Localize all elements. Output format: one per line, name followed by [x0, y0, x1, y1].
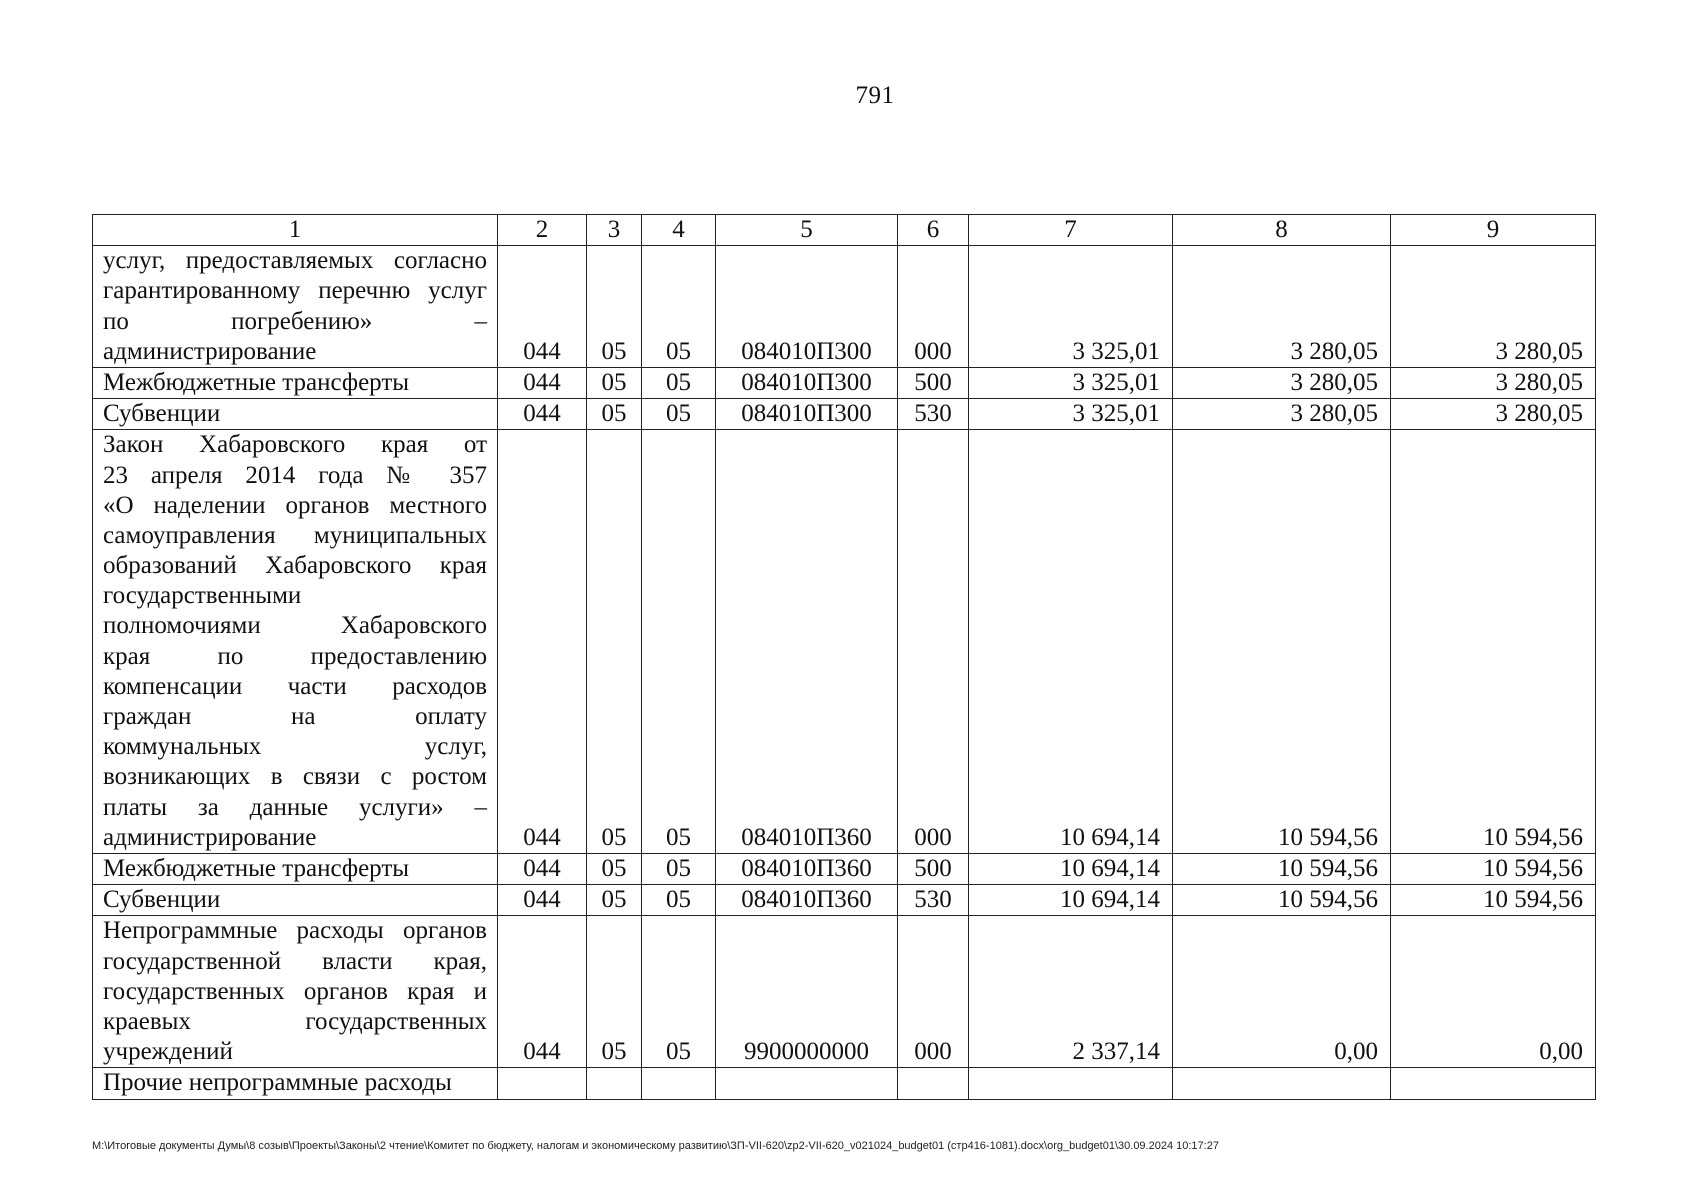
row-name-line: Субвенции [103, 400, 221, 428]
code-admin: 044 [498, 246, 587, 368]
table-row [93, 430, 1596, 854]
header-cell-9: 9 [1391, 215, 1596, 246]
code-target: 084010П360 [716, 430, 898, 854]
code-admin: 044 [498, 916, 587, 1068]
row-name-cell [93, 367, 498, 398]
amount-col9: 10 594,56 [1391, 430, 1596, 854]
amount-col9: 3 280,05 [1391, 399, 1596, 430]
row-name-line: государственными [103, 582, 302, 610]
code-expense-type: 530 [898, 399, 969, 430]
header-row [93, 215, 1596, 246]
row-name-line: «О наделении органов местного [103, 491, 487, 519]
code-subsection: 05 [642, 853, 716, 884]
amount-col7 [969, 1068, 1173, 1099]
code-section: 05 [587, 916, 642, 1068]
amount-col7: 2 337,14 [969, 916, 1173, 1068]
amount-col8: 3 280,05 [1173, 367, 1391, 398]
row-name-line: образований Хабаровского края [103, 552, 487, 580]
amount-col8: 10 594,56 [1173, 885, 1391, 916]
row-name-line: по погребению» – [103, 307, 487, 335]
code-target: 084010П300 [716, 246, 898, 368]
row-name-line: края по предоставлению [103, 642, 487, 670]
table-row [93, 1068, 1596, 1099]
row-name-line: самоуправления муниципальных [103, 521, 487, 549]
amount-col8: 3 280,05 [1173, 246, 1391, 368]
row-name-line: граждан на оплату [103, 703, 487, 731]
code-section: 05 [587, 246, 642, 368]
code-admin: 044 [498, 853, 587, 884]
table-row [93, 853, 1596, 884]
code-target: 084010П360 [716, 853, 898, 884]
budget-table-body [93, 215, 1596, 1100]
row-name-line: гарантированному перечню услуг [103, 277, 487, 305]
amount-col7: 10 694,14 [969, 885, 1173, 916]
code-expense-type [898, 1068, 969, 1099]
amount-col7: 3 325,01 [969, 399, 1173, 430]
row-name-line: 23 апреля 2014 года № 357 [103, 461, 487, 489]
row-name-line: возникающих в связи с ростом [103, 763, 487, 791]
code-subsection: 05 [642, 367, 716, 398]
code-expense-type: 530 [898, 885, 969, 916]
code-target: 084010П300 [716, 367, 898, 398]
row-name-line: платы за данные услуги» – [103, 793, 487, 821]
row-name-cell [93, 1068, 498, 1099]
row-name-cell [93, 916, 498, 1068]
code-section: 05 [587, 853, 642, 884]
code-expense-type: 000 [898, 246, 969, 368]
header-cell-4: 4 [642, 215, 716, 246]
code-admin: 044 [498, 430, 587, 854]
code-target: 084010П300 [716, 399, 898, 430]
code-admin: 044 [498, 367, 587, 398]
row-name-line: учреждений [103, 1038, 233, 1066]
budget-table [92, 214, 1596, 1100]
header-cell-1: 1 [93, 215, 498, 246]
header-cell-5: 5 [716, 215, 898, 246]
page-number: 791 [855, 82, 895, 109]
code-target [716, 1068, 898, 1099]
amount-col9: 10 594,56 [1391, 853, 1596, 884]
table-row [93, 246, 1596, 368]
row-name-cell [93, 246, 498, 368]
header-cell-2: 2 [498, 215, 587, 246]
row-name-line: компенсации части расходов [103, 672, 487, 700]
code-section: 05 [587, 367, 642, 398]
row-name-line: краевых государственных [103, 1007, 487, 1035]
amount-col7: 10 694,14 [969, 853, 1173, 884]
row-name-line: администрирование [103, 337, 317, 365]
code-section [587, 1068, 642, 1099]
row-name-line: Межбюджетные трансферты [103, 368, 410, 396]
amount-col7: 3 325,01 [969, 367, 1173, 398]
code-subsection [642, 1068, 716, 1099]
row-name-line: полномочиями Хабаровского [103, 612, 487, 640]
row-name-line: услуг, предоставляемых согласно [103, 247, 487, 275]
amount-col8: 10 594,56 [1173, 430, 1391, 854]
amount-col7: 10 694,14 [969, 430, 1173, 854]
amount-col9: 0,00 [1391, 916, 1596, 1068]
code-subsection: 05 [642, 916, 716, 1068]
table-row [93, 916, 1596, 1068]
row-name-line: администрирование [103, 823, 317, 851]
code-expense-type: 000 [898, 430, 969, 854]
table-row [93, 367, 1596, 398]
code-subsection: 05 [642, 246, 716, 368]
code-section: 05 [587, 399, 642, 430]
code-admin [498, 1068, 587, 1099]
row-name-line: государственных органов края и [103, 977, 487, 1005]
code-section: 05 [587, 885, 642, 916]
header-cell-7: 7 [969, 215, 1173, 246]
row-name-cell [93, 885, 498, 916]
row-name-line: коммунальных услуг, [103, 733, 487, 761]
amount-col8 [1173, 1068, 1391, 1099]
row-name-cell [93, 430, 498, 854]
amount-col9: 3 280,05 [1391, 246, 1596, 368]
row-name-cell [93, 399, 498, 430]
row-name-line: Межбюджетные трансферты [103, 855, 410, 882]
code-admin: 044 [498, 885, 587, 916]
row-name-line: Прочие непрограммные расходы [103, 1069, 452, 1097]
row-name-line: государственной власти края, [103, 947, 487, 975]
row-name-line: Непрограммные расходы органов [103, 917, 487, 945]
code-target: 084010П360 [716, 885, 898, 916]
amount-col9: 3 280,05 [1391, 367, 1596, 398]
code-subsection: 05 [642, 399, 716, 430]
code-target: 9900000000 [716, 916, 898, 1068]
amount-col9 [1391, 1068, 1596, 1099]
code-section: 05 [587, 430, 642, 854]
header-cell-3: 3 [587, 215, 642, 246]
amount-col8: 0,00 [1173, 916, 1391, 1068]
row-name-line: Закон Хабаровского края от [103, 431, 487, 459]
file-path-footer: M:\Итоговые документы Думы\8 созыв\Проекты\Законы\2 чтение\Комитет по бюджету, налогам и экономическому развитию\ЗП-VII-620\zp2-VII-620_v021024_budget01 (стр416-1081).docx\org_budget01\30.09.2024 10:17:27 [92, 1140, 1219, 1152]
table-row [93, 885, 1596, 916]
code-subsection: 05 [642, 885, 716, 916]
amount-col8: 3 280,05 [1173, 399, 1391, 430]
row-name-line: Субвенции [103, 886, 221, 914]
header-cell-6: 6 [898, 215, 969, 246]
code-expense-type: 500 [898, 853, 969, 884]
code-expense-type: 000 [898, 916, 969, 1068]
table-row [93, 399, 1596, 430]
code-expense-type: 500 [898, 367, 969, 398]
code-admin: 044 [498, 399, 587, 430]
code-subsection: 05 [642, 430, 716, 854]
amount-col9: 10 594,56 [1391, 885, 1596, 916]
amount-col7: 3 325,01 [969, 246, 1173, 368]
amount-col8: 10 594,56 [1173, 853, 1391, 884]
header-cell-8: 8 [1173, 215, 1391, 246]
row-name-cell [93, 853, 498, 884]
